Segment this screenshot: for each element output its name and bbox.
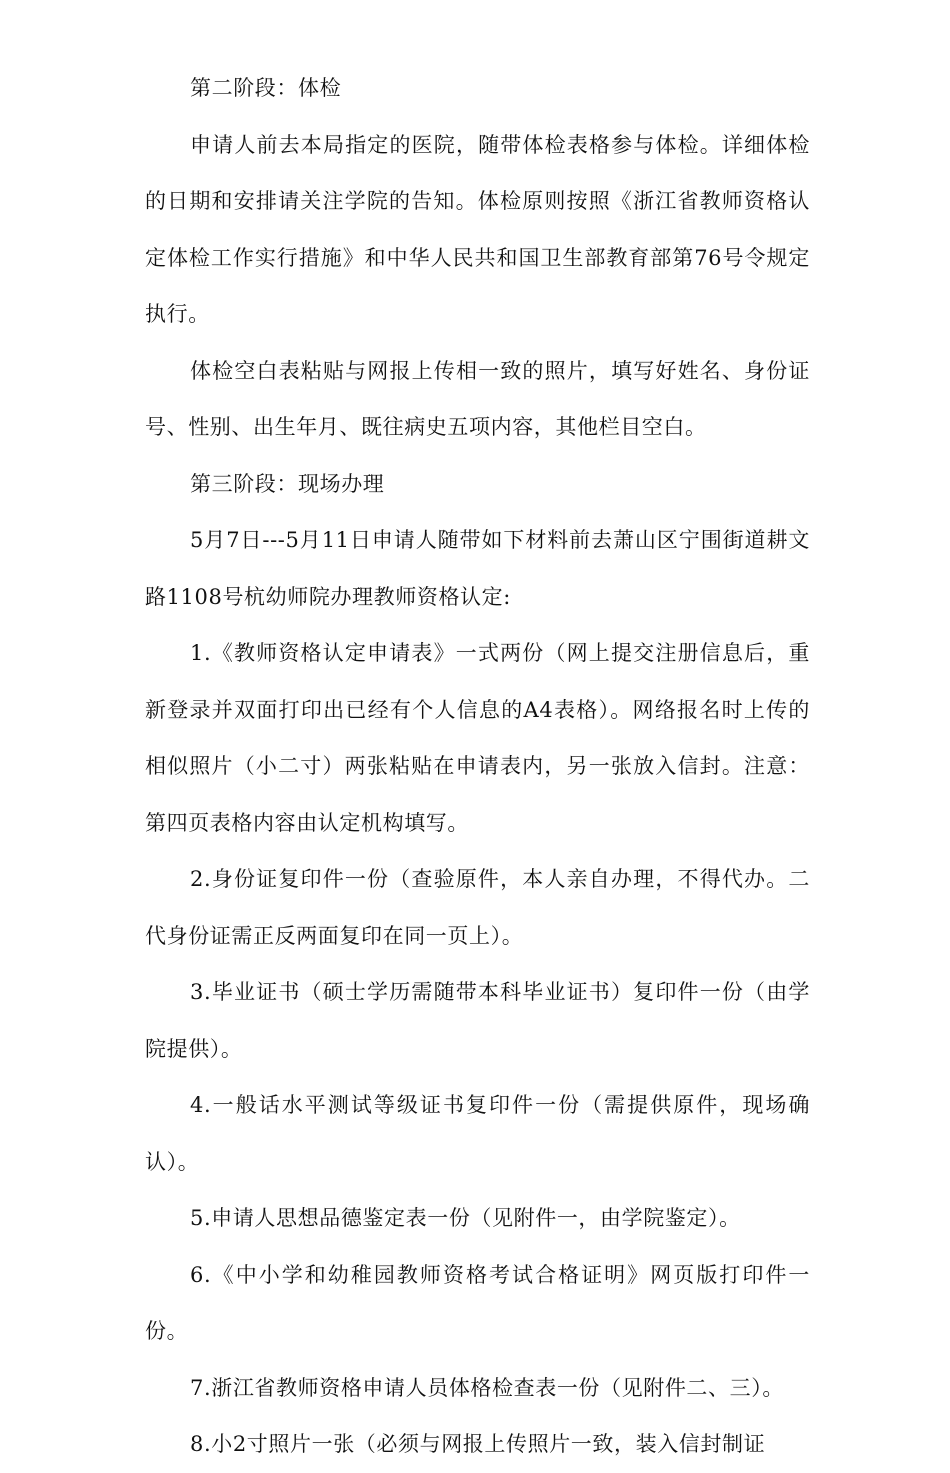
paragraph-physical-exam: 申请人前去本局指定的医院，随带体检表格参与体检。详细体检的日期和安排请关注学院的告知。体检原则按照《浙江省教师资格认定体检工作实行措施》和中华人民共和国卫生部教育部第76号令规定执行。 [145,132,810,326]
list-item-2: 2.身份证复印件一份（查验原件，本人亲自办理，不得代办。二代身份证需正反两面复印在同一页上）。 [145,867,810,948]
paragraph-exam-form: 体检空白表粘贴与网报上传相一致的照片，填写好姓名、身份证号、性别、出生年月、既往病史五项内容，其他栏目空白。 [145,358,810,439]
section-heading-stage-three: 第三阶段：现场办理 [190,471,385,496]
list-item-7: 7.浙江省教师资格申请人员体格检查表一份（见附件二、三）。 [190,1375,784,1400]
paragraph-onsite-intro: 5月7日---5月11日申请人随带如下材料前去萧山区宁围街道耕文路1108号杭幼师院办理教师资格认定: [145,528,810,609]
list-item-6: 6.《中小学和幼稚园教师资格考试合格证明》网页版打印件一份。 [145,1262,810,1343]
list-item-8: 8.小2寸照片一张（必须与网报上传照片一致，装入信封制证 [190,1432,766,1456]
section-heading-stage-two: 第二阶段：体检 [190,76,342,100]
list-item-5: 5.申请人思想品德鉴定表一份（见附件一，由学院鉴定）。 [190,1206,741,1230]
list-item-4: 4.一般话水平测试等级证书复印件一份（需提供原件，现场确认）。 [145,1093,810,1174]
list-item-3: 3.毕业证书（硕士学历需随带本科毕业证书）复印件一份（由学院提供）。 [145,980,810,1061]
document-body [145,60,810,1473]
list-item-1: 1.《教师资格认定申请表》一式两份（网上提交注册信息后，重新登录并双面打印出已经有个人信息的A4表格）。网络报名时上传的相似照片（小二寸）两张粘贴在申请表内，另一张放入信封。注意：第四页表格内容由认定机构填写。 [145,641,810,835]
